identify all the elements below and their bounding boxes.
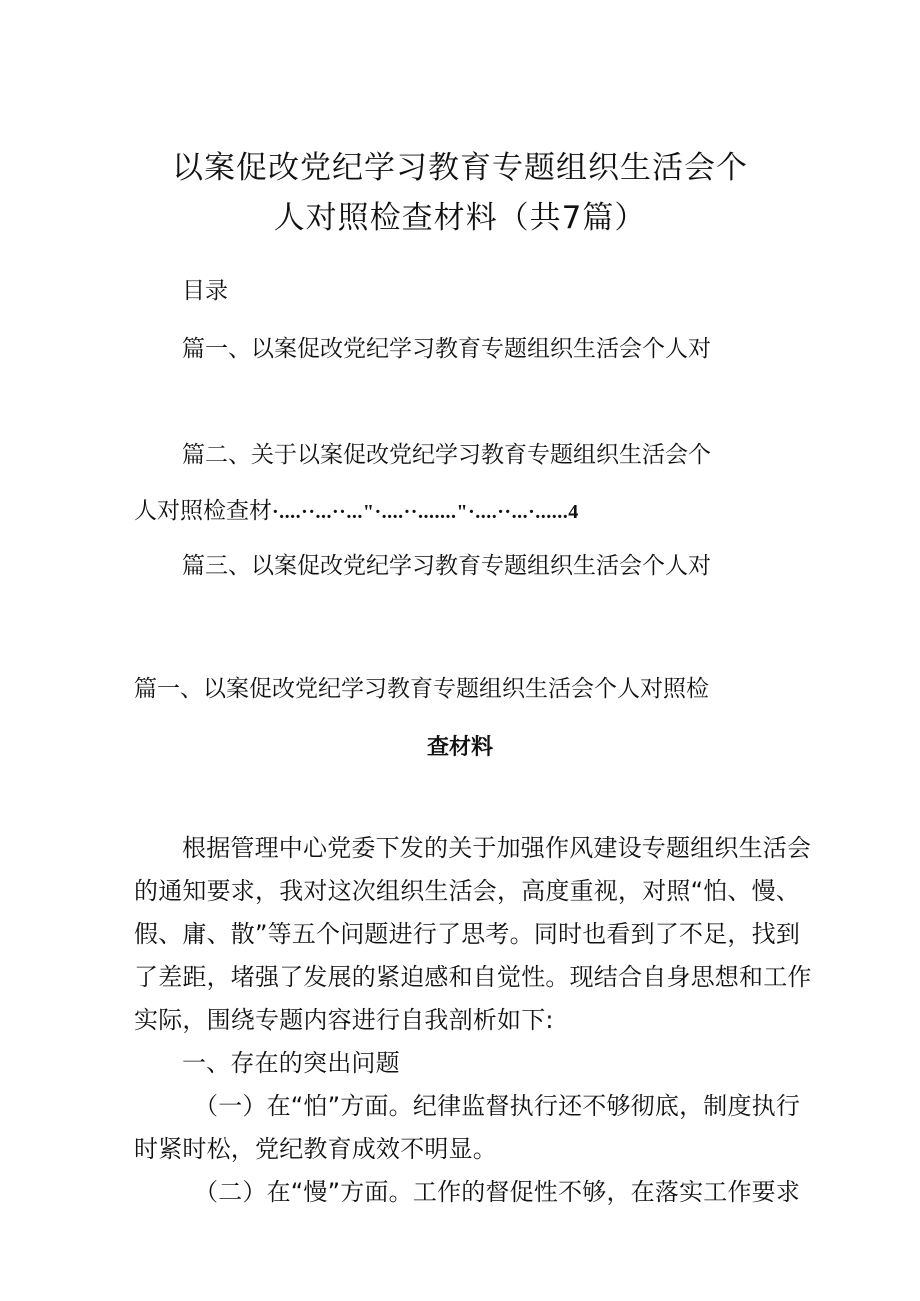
body-paragraph-line: （二）在“慢”方面。工作的督促性不够，在落实工作要求: [194, 1178, 801, 1206]
body-paragraph-line: 的通知要求，我对这次组织生活会，高度重视，对照“怕、慢、: [134, 877, 801, 905]
subsection-heading: 一、存在的突出问题: [182, 1049, 400, 1077]
body-paragraph-line: 假、庸、散”等五个问题进行了思考。同时也看到了不足，找到: [134, 920, 801, 948]
toc-item-2-continued[interactable]: [134, 492, 579, 525]
body-paragraph-line: 根据管理中心党委下发的关于加强作风建设专题组织生活会: [182, 834, 812, 862]
toc-page-number: 4: [568, 501, 579, 523]
document-title-line-1: 以案促改党纪学习教育专题组织生活会个: [172, 150, 748, 186]
document-title-line-2: 人对照检查材料（共7篇）: [273, 200, 647, 236]
body-paragraph-line: 时紧时松，党纪教育成效不明显。: [134, 1135, 497, 1163]
section-title-line-1: 篇一、以案促改党纪学习教育专题组织生活会个人对照检: [134, 676, 709, 702]
section-title-line-2: 查材料: [426, 735, 493, 760]
toc-item-2[interactable]: 篇二、关于以案促改党纪学习教育专题组织生活会个: [182, 442, 711, 468]
toc-item-3[interactable]: 篇三、以案促改党纪学习教育专题组织生活会个人对: [182, 553, 711, 579]
toc-item-2-text: 人对照检查材: [134, 498, 272, 524]
toc-leader-dots: ·....··...··..."·....··......."·....··...·......: [272, 501, 569, 523]
toc-heading: 目录: [182, 278, 228, 304]
body-paragraph-line: 实际，围绕专题内容进行自我剖析如下:: [134, 1006, 554, 1034]
body-paragraph-line: （一）在“怕”方面。纪律监督执行还不够彻底，制度执行: [194, 1092, 801, 1120]
toc-item-1[interactable]: 篇一、以案促改党纪学习教育专题组织生活会个人对: [182, 336, 711, 362]
body-paragraph-line: 了差距，堵强了发展的紧迫感和自觉性。现结合自身思想和工作: [134, 963, 812, 991]
